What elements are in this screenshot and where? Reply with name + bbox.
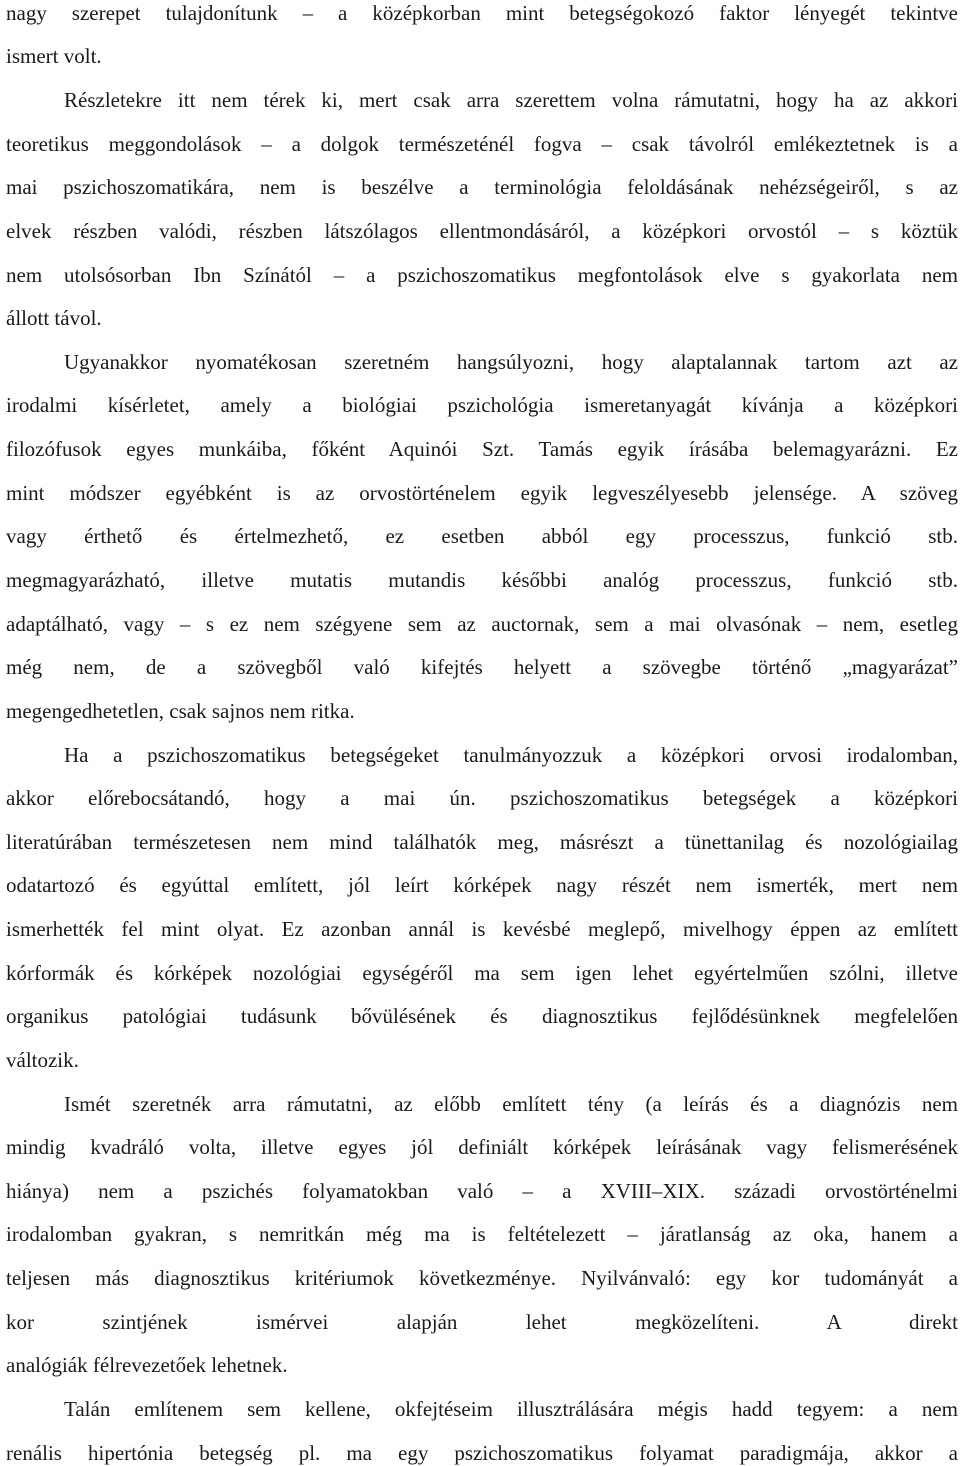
text-line: változik.: [6, 1048, 79, 1072]
text-line: ismerhették fel mint olyat. Ez azonban annál is kevésbé meglepő, mivelhogy éppen az említett: [6, 917, 958, 941]
text-line: adaptálható, vagy – s ez nem szégyene sem az auctornak, sem a mai olvasónak – nem, esetleg: [6, 612, 958, 636]
text-line: elvek részben valódi, részben látszólagos ellentmondásáról, a középkori orvostól – s köztük: [6, 219, 958, 243]
text-line: állott távol.: [6, 306, 102, 330]
text-line: kórformák és kórképek nozológiai egységéről ma sem igen lehet egyértelműen szólni, illetve: [6, 961, 958, 985]
text-line: Ismét szeretnék arra rámutatni, az előbb említett tény (a leírás és a diagnózis nem: [64, 1092, 958, 1116]
text-line: irodalomban gyakran, s nemritkán még ma is feltételezett – járatlanság az oka, hanem a: [6, 1222, 958, 1246]
text-line: Talán említenem sem kellene, okfejtéseim illusztrálására mégis hadd tegyem: a nem: [64, 1397, 958, 1421]
text-line: filozófusok egyes munkáiba, főként Aquinói Szt. Tamás egyik írásába belemagyarázni. Ez: [6, 437, 958, 461]
text-line: Ugyanakkor nyomatékosan szeretném hangsúlyozni, hogy alaptalannak tartom azt az: [64, 350, 958, 374]
text-line: analógiák félrevezetőek lehetnek.: [6, 1353, 288, 1377]
text-line: nagy szerepet tulajdonítunk – a középkorban mint betegségokozó faktor lényegét tekintve: [6, 1, 958, 25]
text-line: akkor előrebocsátandó, hogy a mai ún. pszichoszomatikus betegségek a középkori: [6, 786, 958, 810]
text-line: Részletekre itt nem térek ki, mert csak arra szerettem volna rámutatni, hogy ha az akkori: [64, 88, 958, 112]
text-line: teoretikus meggondolások – a dolgok természeténél fogva – csak távolról emlékeztetnek is a: [6, 132, 958, 156]
text-line: irodalmi kísérletet, amely a biológiai pszichológia ismeretanyagát kívánja a középkori: [6, 393, 958, 417]
text-line: literatúrában természetesen nem mind találhatók meg, másrészt a tünettanilag és nozológiailag: [6, 830, 958, 854]
text-line: hiánya) nem a pszichés folyamatokban való – a XVIII–XIX. századi orvostörténelmi: [6, 1179, 958, 1203]
text-line: organikus patológiai tudásunk bővülésének és diagnosztikus fejlődésünknek megfelelően: [6, 1004, 958, 1028]
text-line: megengedhetetlen, csak sajnos nem ritka.: [6, 699, 355, 723]
text-line: teljesen más diagnosztikus kritériumok következménye. Nyilvánvaló: egy kor tudományát a: [6, 1266, 958, 1290]
text-line: Ha a pszichoszomatikus betegségeket tanulmányozzuk a középkori orvosi irodalomban,: [64, 743, 958, 767]
text-line: nem utolsósorban Ibn Színától – a pszichoszomatikus megfontolások elve s gyakorlata nem: [6, 263, 958, 287]
text-line: odatartozó és egyúttal említett, jól leírt kórképek nagy részét nem ismerték, mert nem: [6, 873, 958, 897]
text-line: mint módszer egyébként is az orvostörténelem egyik legveszélyesebb jelensége. A szöveg: [6, 481, 958, 505]
text-line: kor szintjének ismérvei alapján lehet megközelíteni. A direkt: [6, 1310, 958, 1334]
text-line: renális hipertónia betegség pl. ma egy pszichoszomatikus folyamat paradigmája, akkor a: [6, 1441, 958, 1465]
text-line: még nem, de a szövegből való kifejtés helyett a szövegbe történő „magyarázat”: [6, 655, 958, 679]
text-line: megmagyarázható, illetve mutatis mutandis későbbi analóg processzus, funkció stb.: [6, 568, 958, 592]
text-line: vagy érthető és értelmezhető, ez esetben abból egy processzus, funkció stb.: [6, 524, 958, 548]
text-line: mindig kvadráló volta, illetve egyes jól definiált kórképek leírásának vagy felismerésének: [6, 1135, 958, 1159]
text-line: ismert volt.: [6, 44, 102, 68]
text-line: mai pszichoszomatikára, nem is beszélve a terminológia feloldásának nehézségeiről, s az: [6, 175, 958, 199]
